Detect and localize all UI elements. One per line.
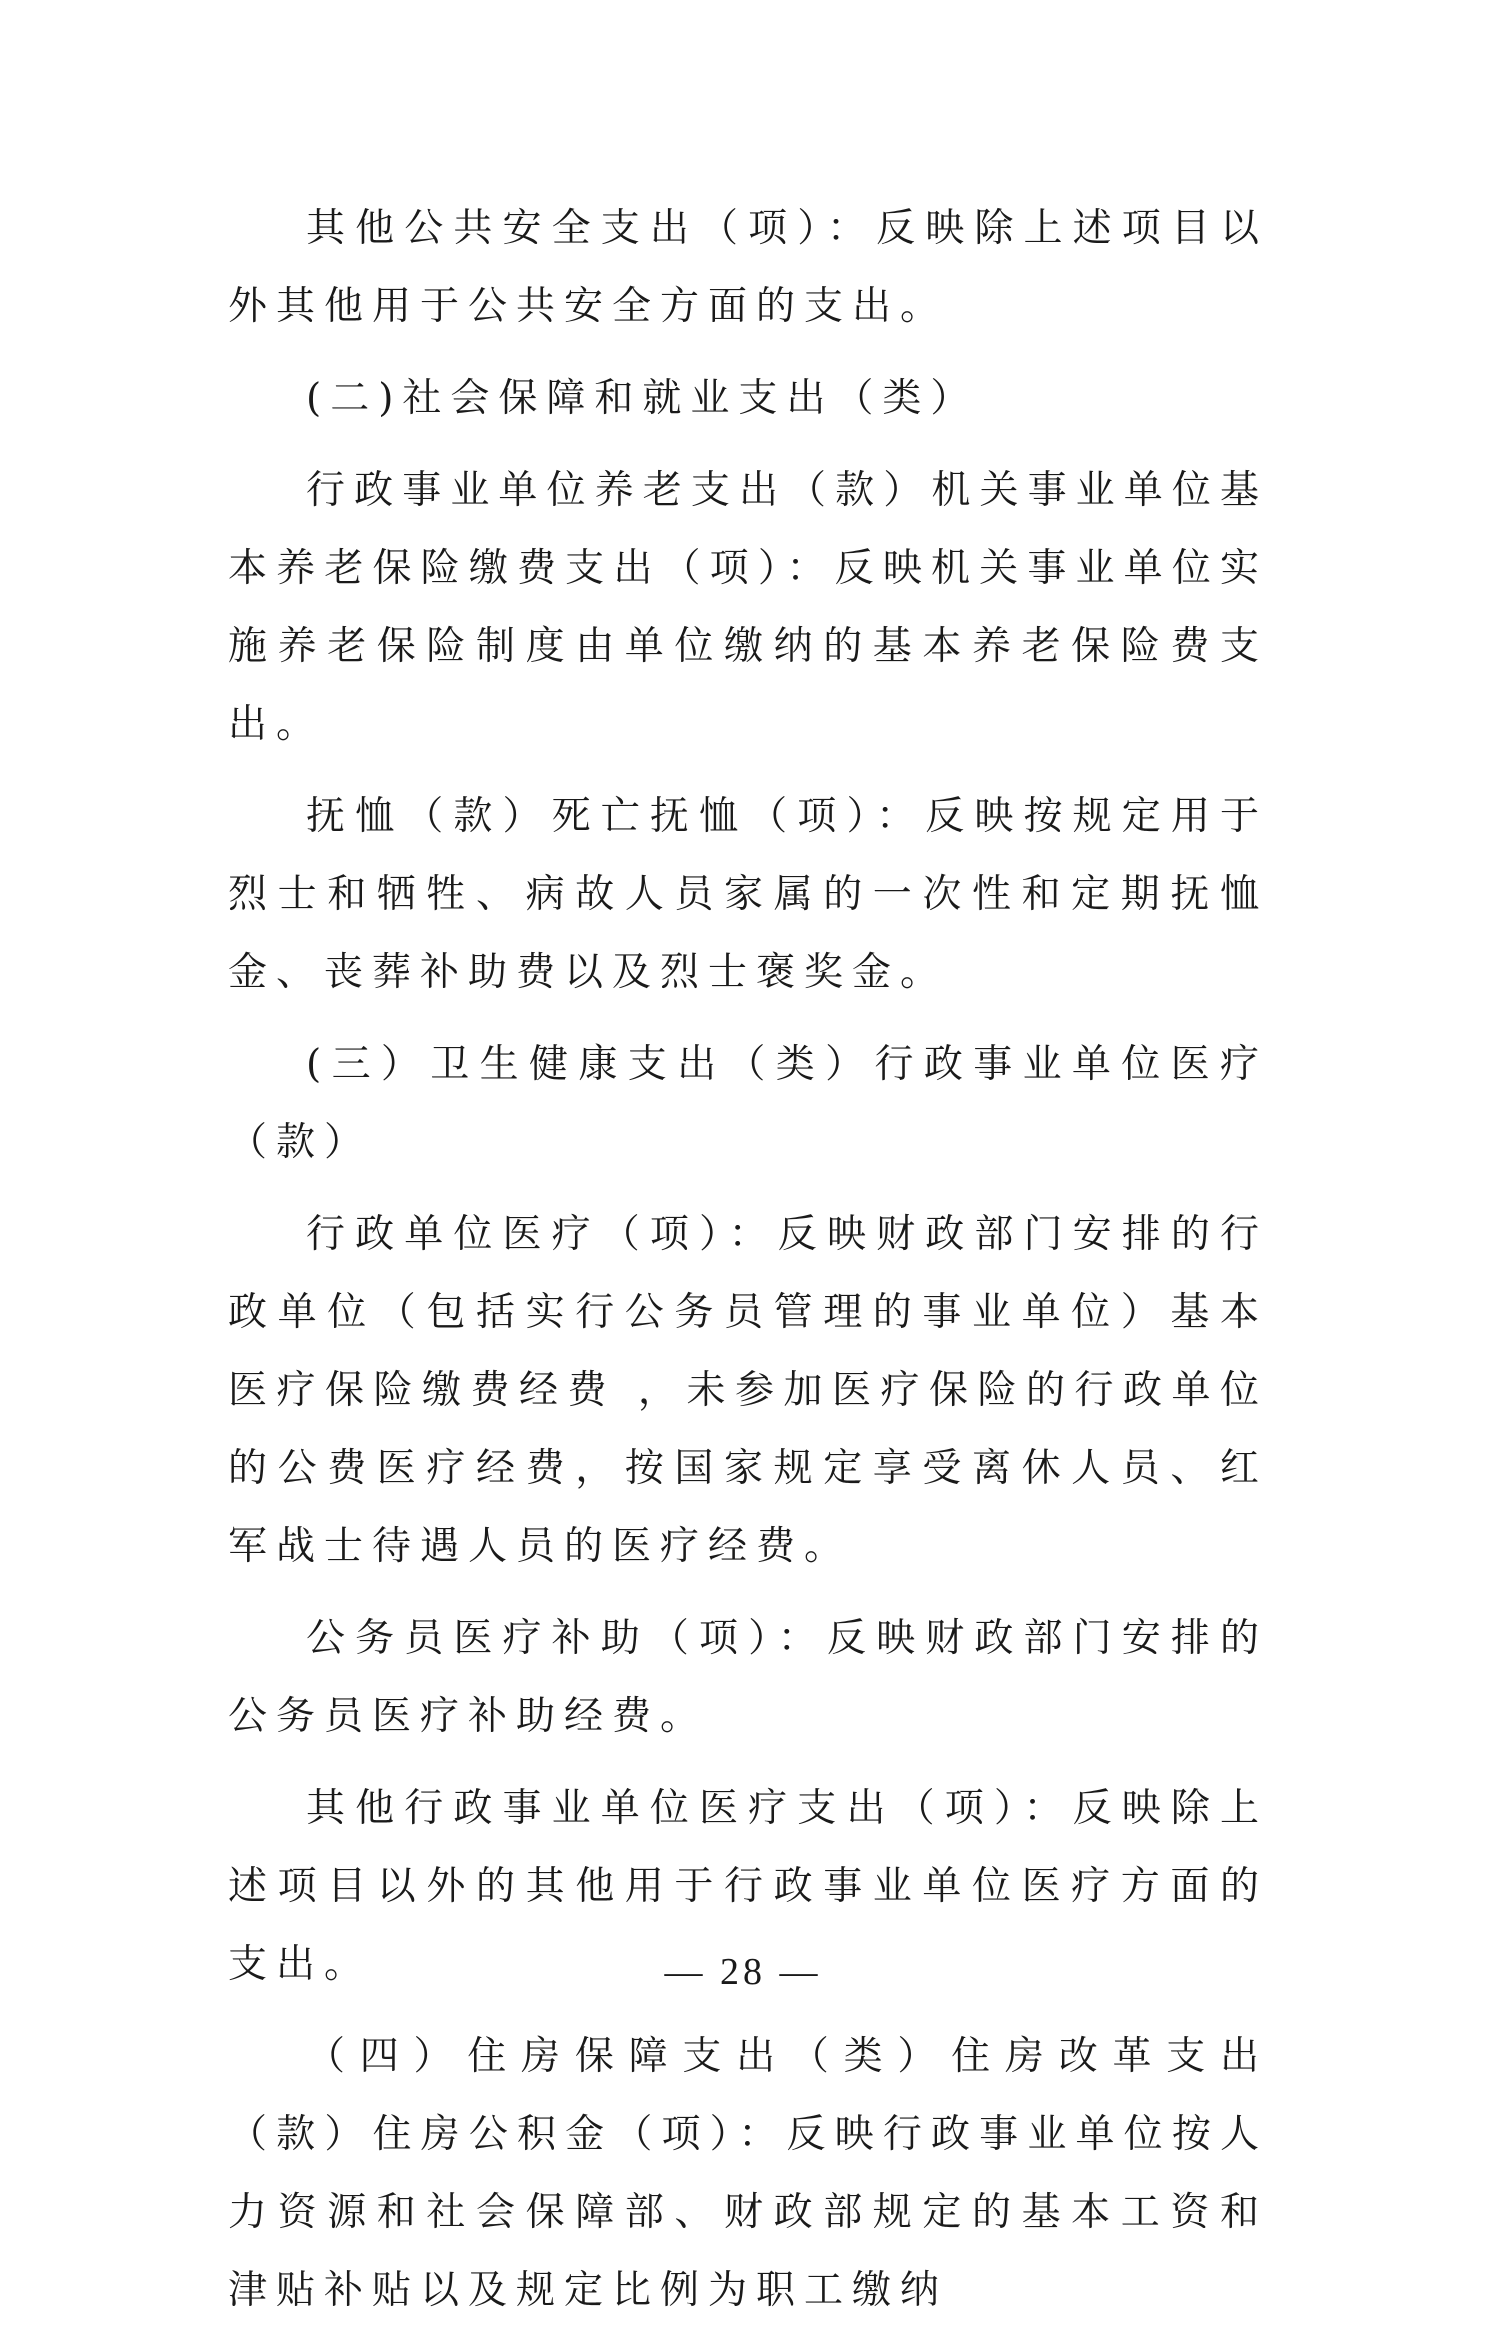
paragraph-other-medical: 其他行政事业单位医疗支出（项）：反映除上述项目以外的其他用于行政事业单位医疗方面的支出。 [228,1786,1268,1987]
paragraph-other-public-safety: 其他公共安全支出（项）：反映除上述项目以外其他用于公共安全方面的支出。 [228,206,1268,329]
paragraph-civil-servant-medical: 公务员医疗补助（项）：反映财政部门安排的公务员医疗补助经费。 [228,1616,1268,1739]
paragraph-death-compensation: 抚恤（款）死亡抚恤（项）：反映按规定用于烈士和牺牲、病故人员家属的一次性和定期抚恤金、丧葬补助费以及烈士褒奖金。 [228,794,1268,995]
paragraph-housing-fund: （四）住房保障支出（类）住房改革支出（款）住房公积金（项）：反映行政事业单位按人力资源和社会保障部、财政部规定的基本工资和津贴补贴以及规定比例为职工缴纳 [228,2034,1268,2313]
heading-health-expenditure: (三）卫生健康支出（类）行政事业单位医疗（款） [228,1042,1268,1165]
page-number: — 28 — [664,1951,822,1993]
paragraph-admin-medical: 行政单位医疗（项）：反映财政部门安排的行政单位（包括实行公务员管理的事业单位）基本医疗保险缴费经费 ，未参加医疗保险的行政单位的公费医疗经费，按国家规定享受离休人员、红军战士待遇人员的医疗经费。 [228,1212,1268,1569]
paragraph-pension-expenditure: 行政事业单位养老支出（款）机关事业单位基本养老保险缴费支出（项）：反映机关事业单位实施养老保险制度由单位缴纳的基本养老保险费支出。 [228,468,1268,747]
heading-social-security: (二)社会保障和就业支出（类） [306,376,979,421]
document-body [228,190,1268,2330]
